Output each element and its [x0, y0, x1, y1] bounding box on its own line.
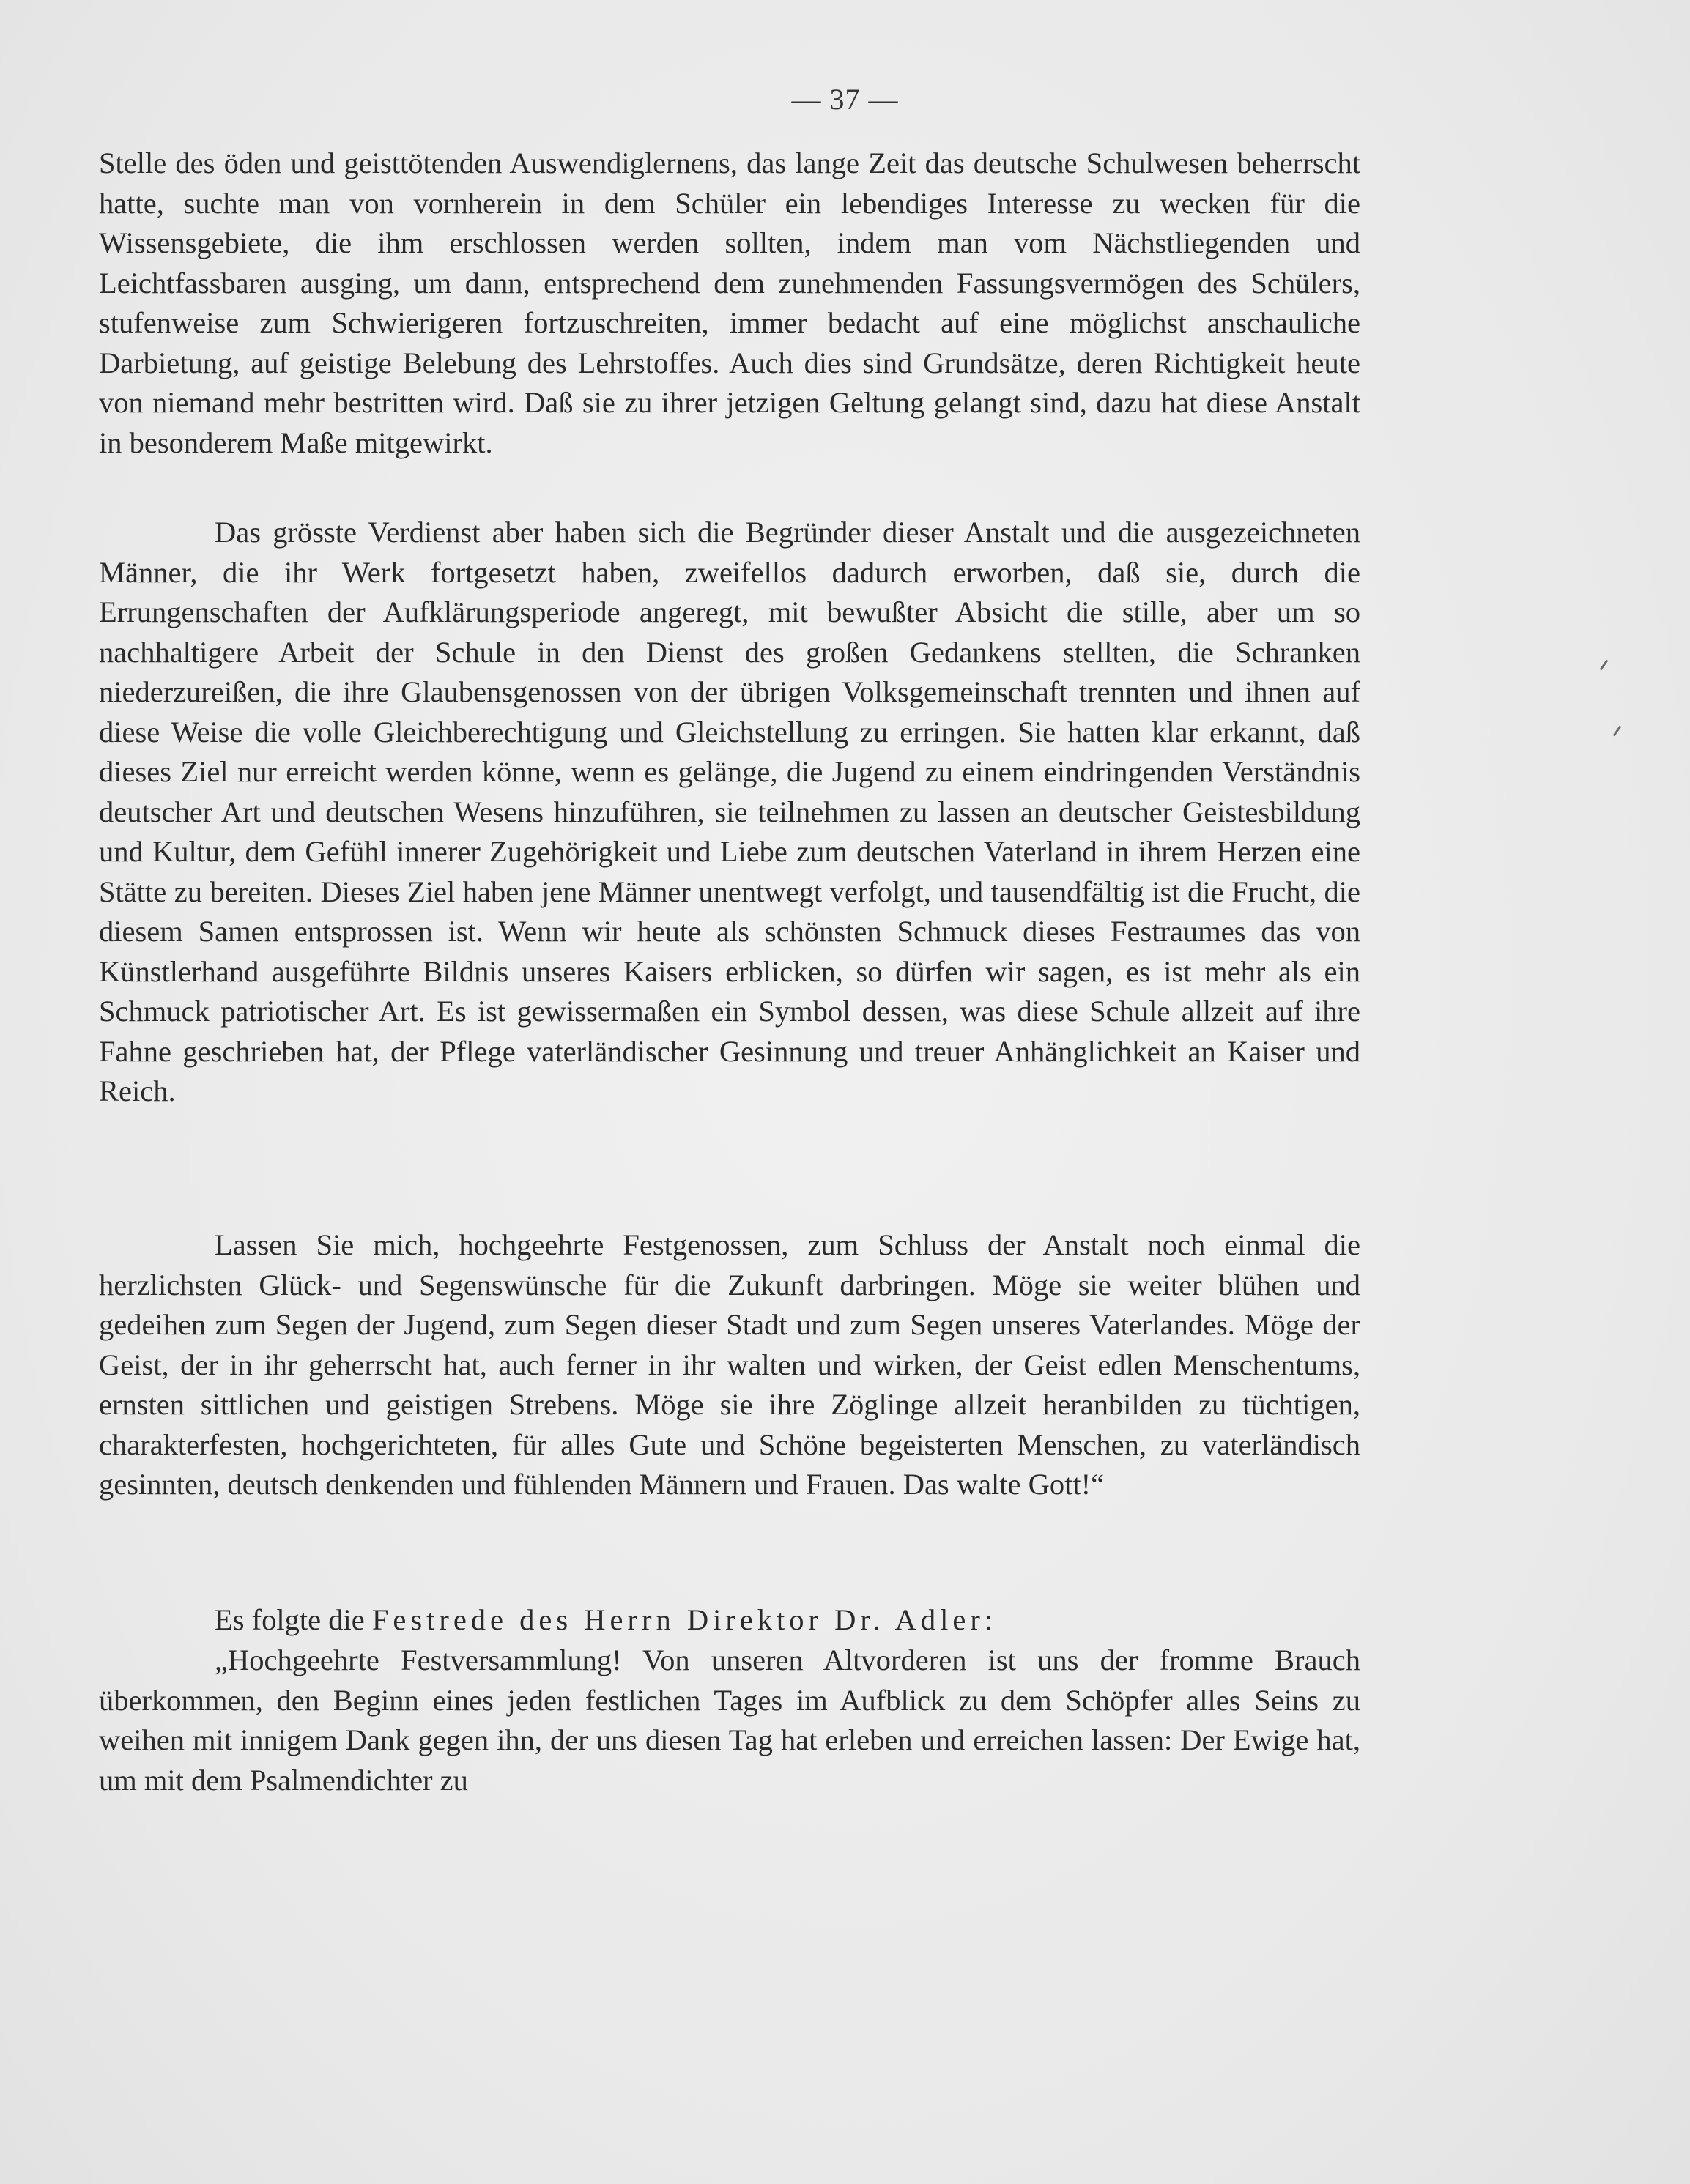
scan-mark — [1600, 660, 1609, 671]
paragraph-5: „Hochgeehrte Festversammlung! Von unseren Altvorderen ist uns der fromme Brauch überkommen, den Beginn eines jeden festlichen Tages im Aufblick zu dem Schöpfer alles Seins zu weihen mit innigem Dank gegen ihn, der uns diesen Tag hat erleben und erreichen lassen: Der Ewige hat, um mit dem Psalmendichter zu — [99, 1643, 1360, 1797]
page-number: — 37 — — [791, 83, 899, 116]
paragraph-2: Das grösste Verdienst aber haben sich die Begründer dieser Anstalt und die ausgezeichneten Männer, die ihr Werk fortgesetzt haben, zweifellos dadurch erworben, daß sie, durch die Errungenschaften der Aufklärungsperiode angeregt, mit bewußter Absicht die stille, aber um so nachhaltigere Arbeit der Schule in den Dienst des großen Gedankens stellten, die Schranken niederzureißen, die ihre Glaubensgenossen von der übrigen Volksgemeinschaft trennten und ihnen auf diese Weise die volle Gleichberechtigung und Gleichstellung zu erringen. Sie hatten klar erkannt, daß dieses Ziel nur erreicht werden könne, wenn es gelänge, die Jugend zu einem eindringenden Verständnis deutscher Art und deutschen Wesens hinzuführen, sie teilnehmen zu lassen an deutscher Geistesbildung und Kultur, dem Gefühl innerer Zugehörigkeit und Liebe zum deutschen Vaterland in ihrem Herzen eine Stätte zu bereiten. Dieses Ziel haben jene Männer unentwegt verfolgt, und tausendfältig ist die Frucht, die diesem Samen entsprossen ist. Wenn wir heute als schönsten Schmuck dieses Festraumes das von Künstlerhand ausgeführte Bildnis unseres Kaisers erblicken, so dürfen wir sagen, es ist mehr als ein Schmuck patriotischer Art. Es ist gewissermaßen ein Symbol dessen, was diese Schule allzeit auf ihre Fahne geschrieben hat, der Pflege vaterländischer Gesinnung und treuer Anhänglichkeit an Kaiser und Reich. — [99, 516, 1360, 1107]
heading-spaced-text: Festrede des Herrn Direktor Dr. Adler: — [371, 1603, 998, 1636]
heading-intro-text: Es folgte die — [215, 1603, 372, 1636]
paragraph-1: Stelle des öden und geisttötenden Auswendiglernens, das lange Zeit das deutsche Schulwesen beherrscht hatte, suchte man von vornherein in dem Schüler ein lebendiges Interesse zu wecken für die Wissensgebiete, die ihm erschlossen werden sollten, indem man vom Nächstliegenden und Leichtfassbaren ausging, um dann, entsprechend dem zunehmenden Fassungsvermögen des Schülers, stufenweise zum Schwierigeren fortzuschreiten, immer bedacht auf eine möglichst anschauliche Darbietung, auf geistige Belebung des Lehrstoffes. Auch dies sind Grundsätze, deren Richtigkeit heute von niemand mehr bestritten wird. Daß sie zu ihrer jetzigen Geltung gelangt sind, dazu hat diese Anstalt in besonderem Maße mitgewirkt. — [99, 146, 1360, 459]
paragraph-4-heading — [99, 1600, 1360, 1641]
scan-mark — [1613, 726, 1622, 737]
paragraph-3: Lassen Sie mich, hochgeehrte Festgenossen, zum Schluss der Anstalt noch einmal die herzlichsten Glück- und Segenswünsche für die Zukunft darbringen. Möge sie weiter blühen und gedeihen zum Segen der Jugend, zum Segen dieser Stadt und zum Segen unseres Vaterlandes. Möge der Geist, der in ihr geherrscht hat, auch ferner in ihr walten und wirken, der Geist edlen Menschentums, ernsten sittlichen und geistigen Strebens. Möge sie ihre Zöglinge allzeit heranbilden zu tüchtigen, charakterfesten, hochgerichteten, für alles Gute und Schöne begeisterten Menschen, zu vaterländisch gesinnten, deutsch denkenden und fühlenden Männern und Frauen. Das walte Gott!“ — [99, 1228, 1360, 1501]
